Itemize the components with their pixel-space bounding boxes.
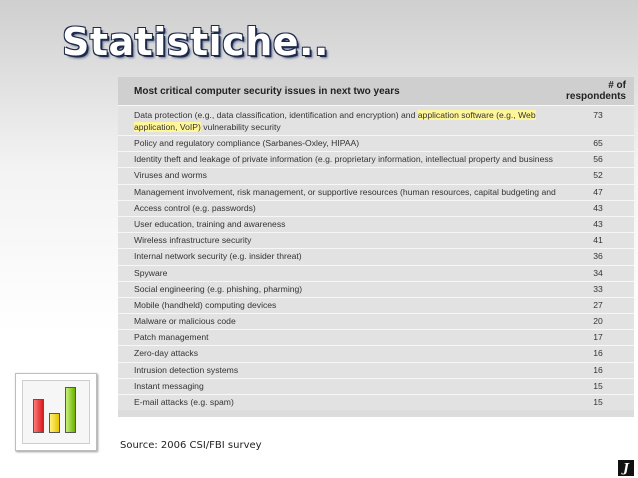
table-row — [118, 248, 634, 264]
row-count: 34 — [593, 267, 603, 278]
table-row — [118, 297, 634, 313]
table-row — [118, 362, 634, 378]
row-issue: Spyware — [134, 267, 168, 278]
table-row — [118, 151, 634, 167]
table-row — [118, 216, 634, 232]
row-count: 52 — [593, 170, 603, 181]
row-count: 15 — [593, 397, 603, 407]
table-row — [118, 345, 634, 361]
row-count: 36 — [593, 251, 603, 262]
table-row — [118, 184, 634, 200]
table-row — [118, 313, 634, 329]
row-count: 16 — [593, 364, 603, 375]
row-count: 65 — [593, 138, 603, 148]
table-row — [118, 135, 634, 151]
row-issue-text: Data protection (e.g., data classification, identification and encryption) and — [134, 110, 418, 120]
row-count: 43 — [593, 202, 603, 213]
row-count: 47 — [593, 186, 603, 197]
row-issue: Instant messaging — [134, 380, 204, 391]
row-issue: Identity theft and leakage of private information (e.g. proprietary information, intellectual property and business — [134, 154, 553, 165]
row-issue — [118, 109, 562, 133]
row-issue: Intrusion detection systems — [134, 364, 239, 375]
row-count: 15 — [593, 380, 603, 391]
row-count: 16 — [593, 348, 603, 359]
brand-logo: J — [618, 460, 634, 476]
row-issue: Wireless infrastructure security — [134, 235, 252, 246]
table-row — [118, 167, 634, 183]
table-row — [118, 265, 634, 281]
row-issue: Zero-day attacks — [134, 348, 198, 359]
table-row — [118, 281, 634, 297]
row-issue: User education, training and awareness — [134, 218, 286, 229]
red-bar-icon — [33, 399, 44, 433]
row-issue: Malware or malicious code — [134, 316, 236, 327]
icon-frame — [22, 380, 90, 444]
row-issue: Access control (e.g. passwords) — [134, 202, 256, 213]
row-count: 41 — [593, 235, 603, 246]
survey-table — [118, 77, 634, 417]
table-row — [118, 329, 634, 345]
table-row — [118, 232, 634, 248]
row-count: 33 — [593, 283, 603, 294]
source-caption: Source: 2006 CSI/FBI survey — [120, 440, 262, 451]
row-issue: Patch management — [134, 332, 209, 343]
row-count: 73 — [593, 110, 603, 120]
highlighted-text: application software (e.g., Web application, VoIP) — [134, 110, 536, 132]
header-issue: Most critical computer security issues in next two years — [134, 85, 400, 97]
row-count: 17 — [593, 332, 603, 343]
row-issue: Management involvement, risk management, or supportive resources (human resources, capital budgeting and — [134, 186, 556, 197]
slide-title: Statistiche.. — [62, 20, 329, 64]
row-count: 43 — [593, 218, 603, 229]
row-count: 20 — [593, 316, 603, 327]
table-row — [118, 394, 634, 410]
header-respondents: # of respondents — [565, 80, 626, 102]
bar-chart-icon — [15, 373, 97, 451]
table-header — [118, 77, 634, 105]
yellow-bar-icon — [49, 413, 60, 433]
table-row — [118, 200, 634, 216]
row-count: 56 — [593, 154, 603, 165]
green-bar-icon — [65, 387, 76, 433]
row-issue: Internal network security (e.g. insider threat) — [134, 251, 302, 262]
row-issue: Mobile (handheld) computing devices — [134, 299, 277, 310]
row-issue: E-mail attacks (e.g. spam) — [134, 397, 234, 407]
row-count: 27 — [593, 299, 603, 310]
table-row — [118, 378, 634, 394]
row-issue: Social engineering (e.g. phishing, pharming) — [134, 283, 303, 294]
row-issue-text: vulnerability security — [200, 122, 281, 132]
row-issue: Policy and regulatory compliance (Sarbanes-Oxley, HIPAA) — [134, 138, 360, 148]
row-issue: Viruses and worms — [134, 170, 207, 181]
table-row — [118, 105, 634, 135]
